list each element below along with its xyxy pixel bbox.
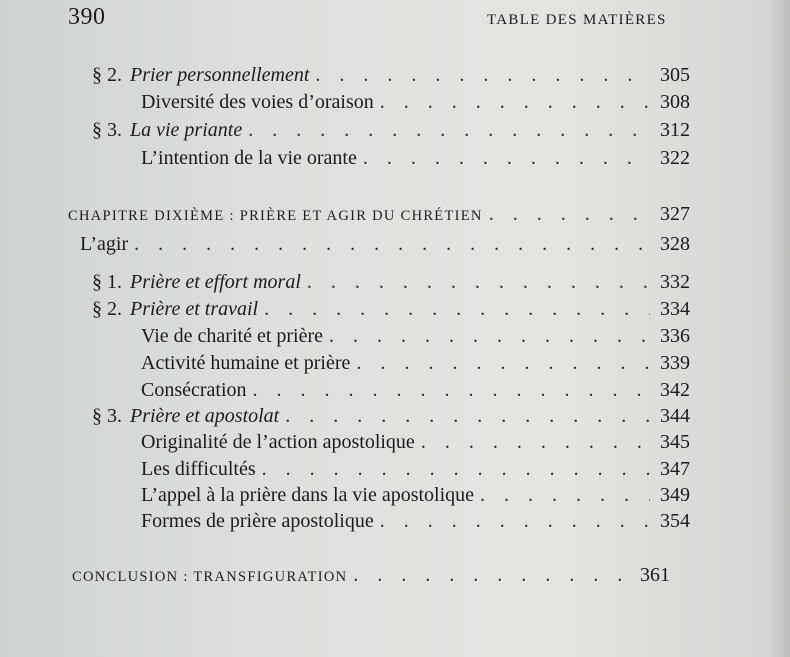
toc-entry-label [92, 269, 301, 295]
toc-entry-label: L’agir [80, 233, 129, 255]
dot-leader [380, 508, 650, 534]
toc-entry [141, 456, 690, 482]
section-number: § 2. [92, 64, 122, 86]
dot-leader [262, 456, 650, 482]
dot-leader [353, 562, 630, 588]
dot-leader [489, 201, 650, 227]
toc-entry [92, 62, 690, 88]
dot-leader [329, 323, 650, 349]
page-ref: 327 [660, 203, 690, 225]
toc-entry [92, 117, 690, 143]
page-ref: 345 [660, 431, 690, 453]
page-ref: 322 [660, 147, 690, 169]
dot-leader [315, 62, 650, 88]
page-ref: 334 [660, 298, 690, 320]
toc-entry-label [92, 62, 309, 88]
toc-entry [141, 323, 690, 349]
page-ref: 349 [660, 484, 690, 506]
toc-entry [141, 145, 690, 171]
page-ref: 354 [660, 510, 690, 532]
toc-entry-label: Originalité de l’action apostolique [141, 431, 415, 453]
page-ref: 312 [660, 119, 690, 141]
dot-leader [356, 350, 650, 376]
toc-entry-label: Activité humaine et prière [141, 352, 351, 374]
toc-entry [80, 231, 690, 257]
toc-entry [92, 296, 690, 322]
page-ref: 342 [660, 379, 690, 401]
dot-leader [380, 89, 650, 115]
toc-entry-label: Les difficultés [141, 458, 256, 480]
toc-entry-label: Vie de charité et prière [141, 325, 324, 347]
toc-entry-label: L’appel à la prière dans la vie apostolique [141, 484, 475, 506]
dot-leader [253, 377, 650, 403]
toc-entry-label: L’intention de la vie orante [141, 147, 357, 169]
toc-entry [141, 350, 690, 376]
toc-entry [92, 269, 690, 295]
page-number: 390 [68, 4, 106, 30]
section-number: § 1. [92, 271, 122, 293]
toc-entry-label [92, 403, 279, 429]
section-title: Prière et effort moral [130, 271, 301, 293]
chapter-title: CHAPITRE DIXIÈME : PRIÈRE ET AGIR DU CHRÉTIEN [68, 208, 483, 224]
toc-entry [141, 377, 690, 403]
dot-leader [285, 403, 650, 429]
dot-leader [134, 231, 650, 257]
page-ref: 305 [660, 64, 690, 86]
conclusion-title: CONCLUSION : TRANSFIGURATION [72, 569, 348, 585]
toc-entry-label: Formes de prière apostolique [141, 510, 374, 532]
section-title: Prière et apostolat [130, 405, 280, 427]
toc-entry [92, 403, 690, 429]
section-title: Prier personnellement [130, 64, 310, 86]
toc-entry-label [92, 296, 258, 322]
toc-entry [141, 482, 690, 508]
conclusion-heading [72, 562, 670, 588]
page-ref: 332 [660, 271, 690, 293]
dot-leader [421, 429, 650, 455]
dot-leader [307, 269, 650, 295]
toc-entry-label [92, 117, 242, 143]
page-ref: 308 [660, 91, 690, 113]
toc-entry [141, 508, 690, 534]
section-title: Prière et travail [130, 298, 259, 320]
section-number: § 3. [92, 119, 122, 141]
page-ref: 336 [660, 325, 690, 347]
section-number: § 2. [92, 298, 122, 320]
toc-entry [141, 89, 690, 115]
page-ref: 347 [660, 458, 690, 480]
dot-leader [480, 482, 650, 508]
toc-entry-label: Diversité des voies d’oraison [141, 91, 374, 113]
page-ref: 339 [660, 352, 690, 374]
page-ref: 328 [660, 233, 690, 255]
page-ref: 361 [640, 564, 670, 586]
page-ref: 344 [660, 405, 690, 427]
chapter-heading [68, 201, 690, 227]
dot-leader [363, 145, 650, 171]
toc-entry-label: Consécration [141, 379, 247, 401]
toc-entry [141, 429, 690, 455]
section-number: § 3. [92, 405, 122, 427]
section-title: La vie priante [130, 119, 243, 141]
dot-leader [248, 117, 650, 143]
dot-leader [264, 296, 650, 322]
running-title: TABLE DES MATIÈRES [487, 12, 667, 28]
page-edge-shadow [768, 0, 790, 657]
